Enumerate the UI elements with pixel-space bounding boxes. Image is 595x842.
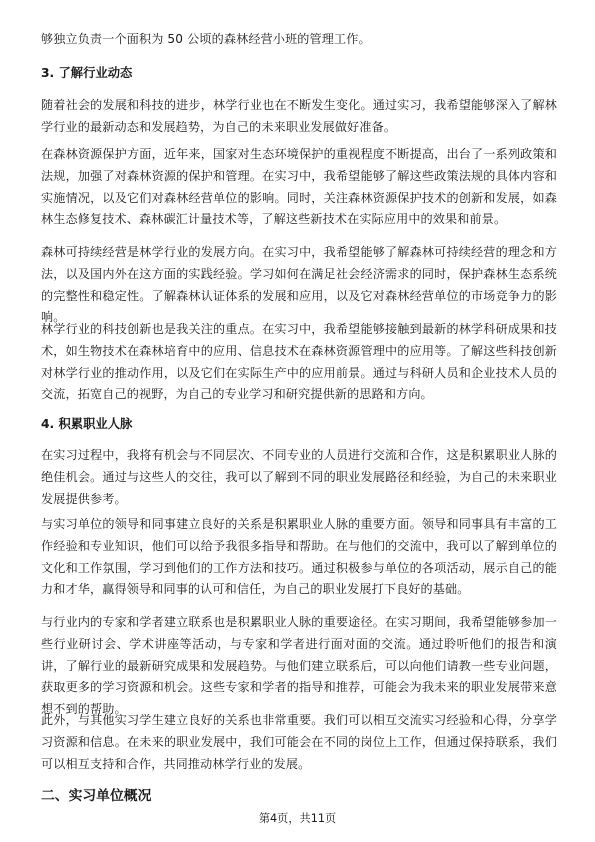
section-4-heading: 4. 积累职业人脉 (41, 417, 133, 431)
section-4-paragraph: 与行业内的专家和学者建立联系也是积累职业人脉的重要途径。在实习期间，我希望能够参加一些行业研讨会、学术讲座等活动，与专家和学者进行面对面的交流。通过聆听他们的报告和演讲，了解行业的最新研究成果和发展趋势。与他们建立联系后，可以向他们请教一些专业问题，获取更多的学习资源和机会。这些专家和学者的指导和推荐，可能会为我未来的职业发展带来意想不到的帮助。 (41, 615, 557, 717)
section-4-paragraph: 此外，与其他实习学生建立良好的关系也非常重要。我们可以相互交流实习经验和心得，分享学习资源和信息。在未来的职业发展中，我们可能会在不同的岗位上工作，但通过保持联系，我们可以相互支持和合作，共同推动林学行业的发展。 (41, 713, 557, 771)
section-4-paragraph: 与实习单位的领导和同事建立良好的关系是积累职业人脉的重要方面。领导和同事具有丰富的工作经验和专业知识，他们可以给予我很多指导和帮助。在与他们的交流中，我可以了解到单位的文化和工作氛围，学习到他们的工作方法和技巧。通过积极参与单位的各项活动，展示自己的能力和才华，赢得领导和同事的认可和信任，为自己的职业发展打下良好的基础。 (41, 517, 557, 597)
section-4-paragraph: 在实习过程中，我将有机会与不同层次、不同专业的人员进行交流和合作，这是积累职业人脉的绝佳机会。通过与这些人的交往，我可以了解到不同的职业发展路径和经验，为自己的未来职业发展提供参考。 (41, 448, 557, 506)
intro-tail-paragraph: 够独立负责一个面积为 50 公顷的森林经营小班的管理工作。 (41, 32, 371, 46)
section-3-paragraph: 林学行业的科技创新也是我关注的重点。在实习中，我希望能够接触到最新的林学科研成果和技术，如生物技术在森林培育中的应用、信息技术在森林资源管理中的应用等。了解这些科技创新对林学行业的推动作用，以及它们在实际生产中的应用前景。通过与科研人员和企业技术人员的交流，拓宽自己的视野，为自己的专业学习和研究提供新的思路和方向。 (41, 322, 557, 402)
next-section-heading: 二、实习单位概况 (41, 788, 152, 804)
page-number-footer: 第4页，共11页 (258, 812, 337, 825)
section-3-paragraph: 森林可持续经营是林学行业的发展方向。在实习中，我希望能够了解森林可持续经营的理念和方法，以及国内外在这方面的实践经验。学习如何在满足社会经济需求的同时，保护森林生态系统的完整性和稳定性。了解森林认证体系的发展和应用，以及它对森林经营单位的市场竞争力的影响。 (41, 245, 557, 325)
section-3-paragraph: 随着社会的发展和科技的进步，林学行业也在不断发生变化。通过实习，我希望能够深入了解林学行业的最新动态和发展趋势，为自己的未来职业发展做好准备。 (41, 98, 557, 134)
section-3-heading: 3. 了解行业动态 (41, 66, 133, 80)
section-3-paragraph: 在森林资源保护方面，近年来，国家对生态环境保护的重视程度不断提高，出台了一系列政策和法规，加强了对森林资源的保护和管理。在实习中，我希望能够了解这些政策法规的具体内容和实施情况，以及它们对森林经营单位的影响。同时，关注森林资源保护技术的创新和发展，如森林生态修复技术、森林碳汇计量技术等，了解这些新技术在实际应用中的效果和前景。 (41, 147, 557, 227)
